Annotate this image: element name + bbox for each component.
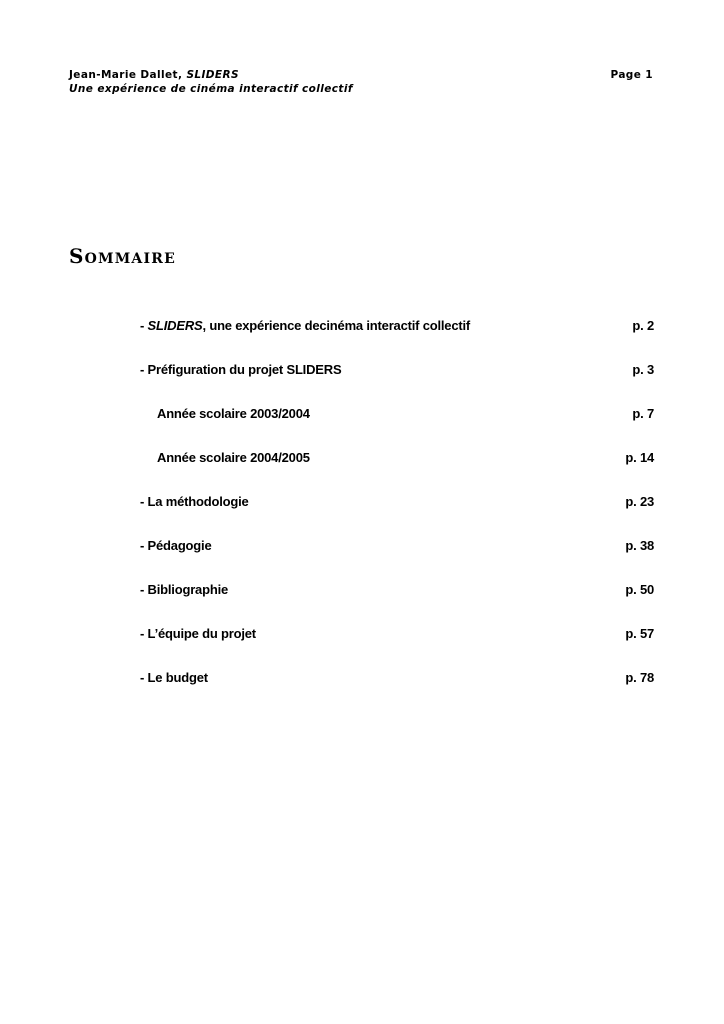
toc-entry-label: - Bibliographie — [140, 582, 229, 597]
toc-subentry — [140, 406, 654, 450]
toc-entry — [140, 362, 654, 406]
page-title: Sommaire — [69, 244, 176, 268]
toc-entry-label: - Pédagogie — [140, 538, 212, 553]
toc-entry — [140, 318, 654, 362]
toc-entry-label: Année scolaire 2004/2005 — [157, 450, 310, 465]
toc-entry-label: - Préfiguration du projet SLIDERS — [140, 362, 342, 377]
toc-entry — [140, 538, 654, 582]
toc-entry-page: p. 14 — [625, 450, 654, 465]
toc-entry-label: - Le budget — [140, 670, 208, 685]
table-of-contents — [140, 318, 654, 714]
toc-entry-page: p. 78 — [625, 670, 654, 685]
header-author-line — [69, 68, 353, 82]
header-subtitle: Une expérience de cinéma interactif collectif — [69, 83, 353, 95]
toc-entry-page: p. 2 — [632, 318, 654, 333]
toc-entry — [140, 626, 654, 670]
toc-entry-page: p. 23 — [625, 494, 654, 509]
toc-entry — [140, 582, 654, 626]
header-author: Jean-Marie Dallet, — [69, 69, 183, 81]
toc-entry-page: p. 57 — [625, 626, 654, 641]
toc-entry — [140, 494, 654, 538]
toc-subentry — [140, 450, 654, 494]
toc-entry — [140, 670, 654, 714]
toc-entry-page: p. 38 — [625, 538, 654, 553]
toc-entry-page: p. 3 — [632, 362, 654, 377]
toc-entry-label: Année scolaire 2003/2004 — [157, 406, 310, 421]
page-header — [69, 68, 353, 96]
page-number: Page 1 — [610, 69, 653, 81]
toc-entry-page: p. 7 — [632, 406, 654, 421]
toc-entry-label: - L’équipe du projet — [140, 626, 256, 641]
toc-entry-label: - La méthodologie — [140, 494, 249, 509]
toc-entry-label: - SLIDERS, une expérience decinéma interactif collectif — [140, 318, 471, 333]
header-project: SLIDERS — [186, 69, 239, 81]
toc-entry-page: p. 50 — [625, 582, 654, 597]
